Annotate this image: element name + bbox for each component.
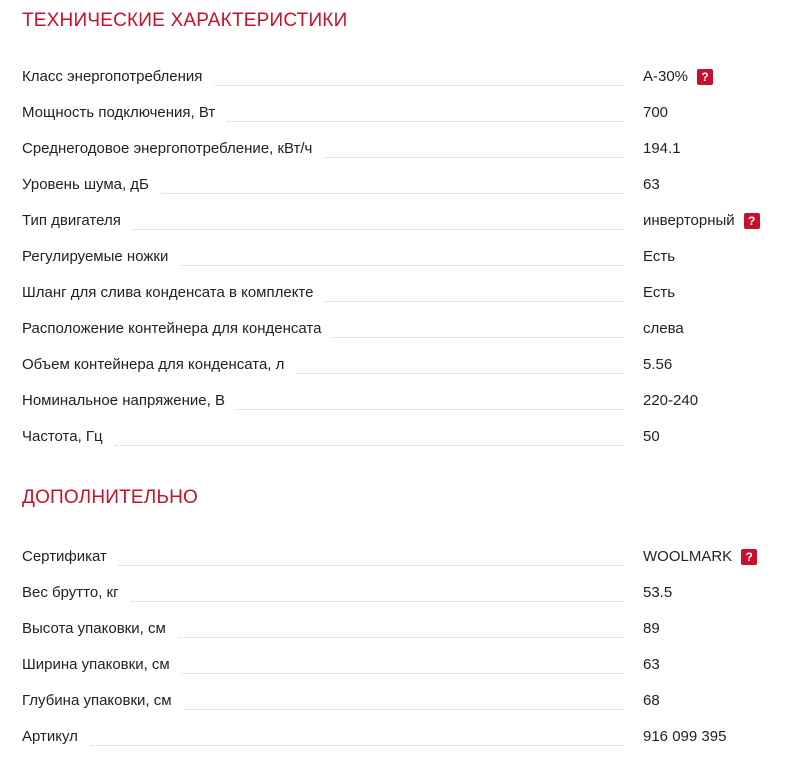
- spec-value: 700: [643, 104, 669, 121]
- spec-label: Объем контейнера для конденсата, л: [22, 356, 285, 373]
- spec-value: Есть: [643, 284, 676, 301]
- spec-value-cell: [643, 391, 772, 411]
- spec-label: Мощность подключения, Вт: [22, 104, 216, 121]
- spec-value-cell: [643, 283, 772, 303]
- spec-label: Шланг для слива конденсата в комплекте: [22, 284, 314, 301]
- spec-value: 63: [643, 656, 660, 673]
- help-icon[interactable]: ?: [697, 69, 713, 85]
- dotted-leader: [184, 709, 623, 710]
- spec-value: 916 099 395: [643, 728, 727, 745]
- spec-row: [22, 275, 772, 311]
- spec-row: [22, 167, 772, 203]
- spec-value: слева: [643, 320, 684, 337]
- spec-label: Вес брутто, кг: [22, 584, 119, 601]
- section-additional: [22, 487, 772, 755]
- dotted-leader: [180, 265, 623, 266]
- spec-row: [22, 611, 772, 647]
- spec-value: 63: [643, 176, 660, 193]
- spec-label: Артикул: [22, 728, 78, 745]
- spec-list: [22, 539, 772, 755]
- spec-value: 50: [643, 428, 660, 445]
- spec-value-cell: [643, 655, 772, 675]
- spec-value: инверторный: [643, 212, 735, 229]
- spec-value-cell: [643, 103, 772, 123]
- dotted-leader: [178, 637, 623, 638]
- spec-value-cell: [643, 139, 772, 159]
- spec-row: [22, 59, 772, 95]
- dotted-leader: [214, 85, 623, 86]
- dotted-leader: [119, 565, 623, 566]
- spec-label: Тип двигателя: [22, 212, 121, 229]
- spec-row: [22, 239, 772, 275]
- spec-value: А-30%: [643, 68, 689, 85]
- help-icon[interactable]: ?: [741, 549, 757, 565]
- spec-value-cell: [643, 691, 772, 711]
- help-icon[interactable]: ?: [744, 213, 760, 229]
- spec-value: 89: [643, 620, 660, 637]
- spec-row: [22, 383, 772, 419]
- dotted-leader: [333, 337, 623, 338]
- spec-value: 53.5: [643, 584, 673, 601]
- dotted-leader: [90, 745, 623, 746]
- spec-label: Высота упаковки, см: [22, 620, 166, 637]
- spec-row: [22, 203, 772, 239]
- spec-row: [22, 719, 772, 755]
- spec-list: [22, 59, 772, 455]
- spec-label: Класс энергопотребления: [22, 68, 203, 85]
- spec-value: Есть: [643, 248, 676, 265]
- dotted-leader: [296, 373, 623, 374]
- spec-row: [22, 647, 772, 683]
- spec-value-cell: [643, 427, 772, 447]
- dotted-leader: [161, 193, 623, 194]
- spec-row: [22, 131, 772, 167]
- spec-label: Ширина упаковки, см: [22, 656, 170, 673]
- spec-label: Расположение контейнера для конденсата: [22, 320, 322, 337]
- spec-row: [22, 683, 772, 719]
- spec-value-cell: [643, 727, 772, 747]
- dotted-leader: [182, 673, 623, 674]
- spec-label: Среднегодовое энергопотребление, кВт/ч: [22, 140, 313, 157]
- spec-row: [22, 575, 772, 611]
- spec-value-cell: [643, 247, 772, 267]
- dotted-leader: [325, 301, 623, 302]
- spec-value: 194.1: [643, 140, 681, 157]
- spec-label: Сертификат: [22, 548, 107, 565]
- section-title: ДОПОЛНИТЕЛЬНО: [22, 487, 199, 508]
- spec-value-cell: [643, 619, 772, 639]
- spec-row: [22, 419, 772, 455]
- spec-value: 5.56: [643, 356, 673, 373]
- spec-label: Глубина упаковки, см: [22, 692, 172, 709]
- dotted-leader: [324, 157, 623, 158]
- spec-label: Уровень шума, дБ: [22, 176, 149, 193]
- spec-value: 68: [643, 692, 660, 709]
- dotted-leader: [131, 601, 623, 602]
- section-technical-specs: [22, 10, 772, 455]
- spec-value-cell: [643, 175, 772, 195]
- spec-row: [22, 95, 772, 131]
- dotted-leader: [115, 445, 623, 446]
- spec-label: Частота, Гц: [22, 428, 103, 445]
- dotted-leader: [227, 121, 623, 122]
- dotted-leader: [133, 229, 623, 230]
- spec-value-cell: [643, 547, 772, 567]
- spec-value-cell: [643, 319, 772, 339]
- spec-value-cell: [643, 355, 772, 375]
- spec-value-cell: [643, 67, 772, 87]
- spec-row: [22, 539, 772, 575]
- spec-row: [22, 311, 772, 347]
- spec-label: Регулируемые ножки: [22, 248, 169, 265]
- dotted-leader: [237, 409, 623, 410]
- spec-label: Номинальное напряжение, В: [22, 392, 225, 409]
- spec-value-cell: [643, 211, 772, 231]
- spec-value-cell: [643, 583, 772, 603]
- spec-row: [22, 347, 772, 383]
- spec-value: WOOLMARK: [643, 548, 733, 565]
- spec-value: 220-240: [643, 392, 699, 409]
- section-title: ТЕХНИЧЕСКИЕ ХАРАКТЕРИСТИКИ: [22, 10, 348, 31]
